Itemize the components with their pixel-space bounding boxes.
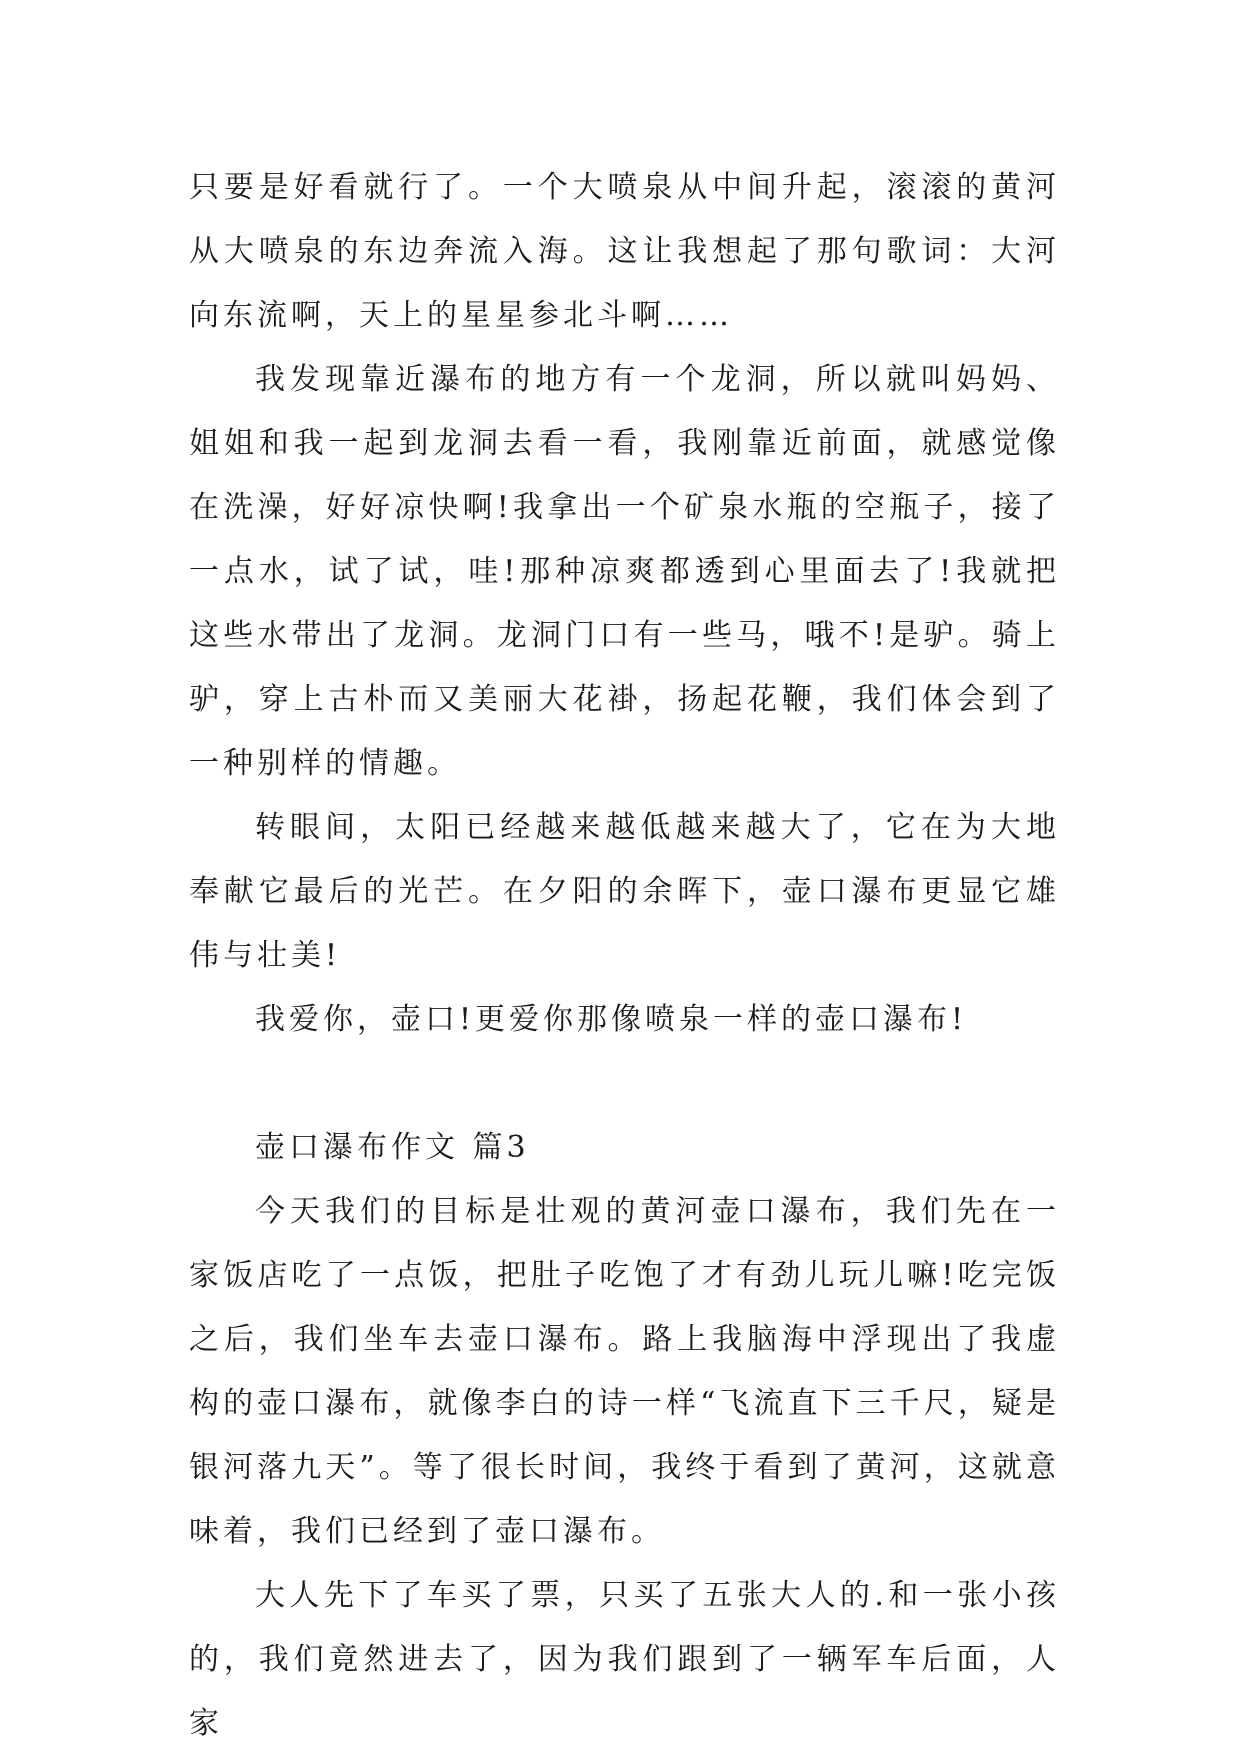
section-title: 壶口瀑布作文 篇3 [255, 1130, 530, 1165]
paragraph-today-goal: 今天我们的目标是壮观的黄河壶口瀑布，我们先在一家饭店吃了一点饭，把肚子吃饱了才有劲儿玩儿嘛!吃完饭之后，我们坐车去壶口瀑布。路上我脑海中浮现出了我虚构的壶口瀑布，就像李白的诗一样“飞流直下三千尺，疑是银河落九天”。等了很长时间，我终于看到了黄河，这就意味着，我们已经到了壶口瀑布。 [189, 1194, 1060, 1549]
paragraph-sunset: 转眼间，太阳已经越来越低越来越大了，它在为大地奉献它最后的光芒。在夕阳的余晖下，壶口瀑布更显它雄伟与壮美! [189, 810, 1060, 973]
paragraph-continuation: 只要是好看就行了。一个大喷泉从中间升起，滚滚的黄河从大喷泉的东边奔流入海。这让我想起了那句歌词：大河向东流啊，天上的星星参北斗啊…… [189, 170, 1060, 333]
paragraph-dragon-cave: 我发现靠近瀑布的地方有一个龙洞，所以就叫妈妈、姐姐和我一起到龙洞去看一看，我刚靠近前面，就感觉像在洗澡，好好凉快啊!我拿出一个矿泉水瓶的空瓶子，接了一点水，试了试，哇!那种凉爽都透到心里面去了!我就把这些水带出了龙洞。龙洞门口有一些马，哦不!是驴。骑上驴，穿上古朴而又美丽大花褂，扬起花鞭，我们体会到了一种别样的情趣。 [189, 362, 1060, 781]
paragraph-tickets: 大人先下了车买了票，只买了五张大人的.和一张小孩的，我们竟然进去了，因为我们跟到了一辆军车后面，人家 [189, 1578, 1060, 1741]
document-body [189, 156, 1060, 1756]
paragraph-love-hukou: 我爱你，壶口!更爱你那像喷泉一样的壶口瀑布! [255, 1002, 968, 1037]
